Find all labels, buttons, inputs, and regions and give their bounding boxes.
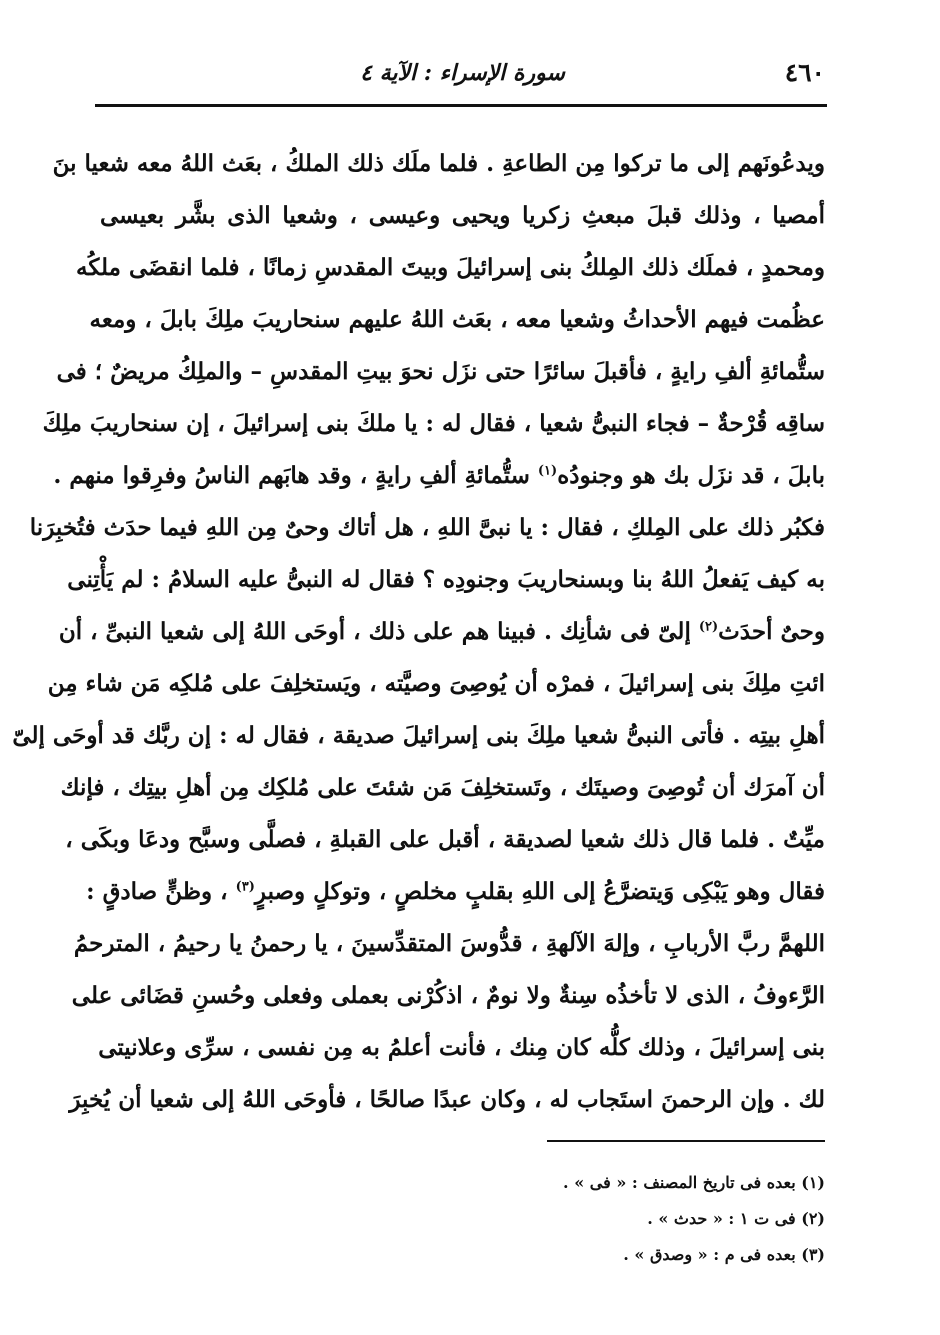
header-rule xyxy=(95,104,827,107)
text-line: بنى إسرائيلَ ، وذلك كلُّه كان مِنك ، فأنت أعلمُ به مِن نفسى ، سرِّى وعلانيتى xyxy=(98,1034,825,1061)
text-line: به كيف يَفعلُ اللهُ بنا وبسنحاريبَ وجنودِه ؟ فقال له النبىُّ عليه السلامُ : لم يَأْتِنى xyxy=(67,566,825,593)
text-line-with-note-3 xyxy=(86,866,825,918)
text-line: عظُمت فيهم الأحداثُ وشعيا معه ، بعَث اللهُ عليهم سنحاريبَ ملِكَ بابلَ ، ومعه xyxy=(89,306,825,333)
running-title: سورة الإسراء : الآية ٤ xyxy=(360,60,565,86)
text-line: ائتِ ملِكَ بنى إسرائيلَ ، فمرْه أن يُوصِىَ وصيَّته ، ويَستخلِفَ على مُلكِه مَن شاء مِن xyxy=(47,670,825,697)
text-line: أهلِ بيتِه . فأتى النبىُّ شعيا ملِكَ بنى إسرائيلَ صديقة ، فقال له : إن ربَّك قد أوحَى إلىّ xyxy=(12,722,825,749)
footnote-rule xyxy=(547,1140,825,1142)
page-header xyxy=(100,52,825,98)
body-text xyxy=(12,138,825,1126)
text-line-with-note-1 xyxy=(53,450,825,502)
text-line-with-note-2 xyxy=(58,606,825,658)
footnotes xyxy=(400,1165,825,1273)
text-line: لك . وإن الرحمنَ استَجاب له ، وكان عبدًا صالحًا ، فأوحَى اللهُ إلى شعيا أن يُخبِرَ xyxy=(69,1086,825,1113)
text-line: ويدعُونَهم إلى ما تركوا مِن الطاعةِ . فلما ملَك ذلك الملكُ ، بعَث اللهُ معه شعيا بنَ xyxy=(52,150,825,177)
line-segment: بابلَ ، قد نزَل بك هو وجنودُه xyxy=(557,462,825,489)
line-segment: ، وظنٍّ صادقٍ : xyxy=(86,878,228,905)
text-line: ساقِه قُرْحةٌ – فجاء النبىُّ شعيا ، فقال له : يا ملكَ بنى إسرائيلَ ، إن سنحاريبَ ملِكَ xyxy=(42,410,825,437)
line-segment: فقال وهو يَبْكِى وَيتضرَّعُ إلى اللهِ بقلبٍ مخلصٍ ، وتوكلٍ وصبرٍ xyxy=(254,878,825,905)
footnote-1: (١) بعده فى تاريخ المصنف : « فى » . xyxy=(563,1173,825,1192)
text-line: ومحمدٍ ، فملَك ذلك المِلكُ بنى إسرائيلَ وبيتَ المقدسِ زمانًا ، فلما انقضَى ملكُه xyxy=(76,254,825,281)
line-segment: ستُّمائةِ ألفِ رايةٍ ، وقد هابَهم الناسُ وفرِقوا منهم . xyxy=(53,462,530,489)
footnote-marker-3[interactable]: (٣) xyxy=(235,879,255,895)
footnote-marker-2[interactable]: (٢) xyxy=(698,619,719,635)
footnote-3: (٣) بعده فى م : « وصدق » . xyxy=(623,1245,825,1264)
footnote-marker-1[interactable]: (١) xyxy=(537,463,558,479)
footnote-2: (٢) فى ت ١ : « حدث » . xyxy=(647,1209,825,1228)
text-line: الرَّءوفُ ، الذى لا تأخذُه سِنةٌ ولا نومٌ ، اذكُرْنى بعملى وفعلى وحُسنِ قضَائى على xyxy=(71,982,825,1009)
text-line: أمصيا ، وذلك قبلَ مبعثِ زكريا ويحيى وعيسى ، وشعيا الذى بشَّر بعيسى xyxy=(100,202,825,229)
text-line: أن آمرَك أن تُوصِىَ وصيتَك ، وتَستخلِفَ مَن شئتَ على مُلكِك مِن أهلِ بيتِك ، فإنك xyxy=(60,774,825,801)
line-segment: وحىٌ أحدَث xyxy=(718,618,825,645)
text-line: ميِّتٌ . فلما قال ذلك شعيا لصديقة ، أقبل على القبلةِ ، فصلَّى وسبَّح ودعَا وبكَى ، xyxy=(65,826,825,853)
text-line: ستُّمائةِ ألفِ رايةٍ ، فأقبلَ سائرًا حتى نزَل نحوَ بيتِ المقدسِ – والملِكُ مريضٌ ؛ فى xyxy=(56,358,825,385)
page-number: ٤٦٠ xyxy=(784,58,825,87)
text-line: اللهمَّ ربَّ الأربابِ ، وإلهَ الآلهةِ ، قدُّوسَ المتقدِّسينَ ، يا رحمنُ يا رحيمُ ، المترحمُ xyxy=(73,930,825,957)
text-line: فكبُر ذلك على المِلكِ ، فقال : يا نبىَّ اللهِ ، هل أتاك وحىٌ مِن اللهِ فيما حدَث فتُخبِرَنا xyxy=(29,514,825,541)
line-segment: إلىّ فى شأنِك . فبينا هم على ذلك ، أوحَى اللهُ إلى شعيا النبىِّ ، أن xyxy=(58,618,691,645)
